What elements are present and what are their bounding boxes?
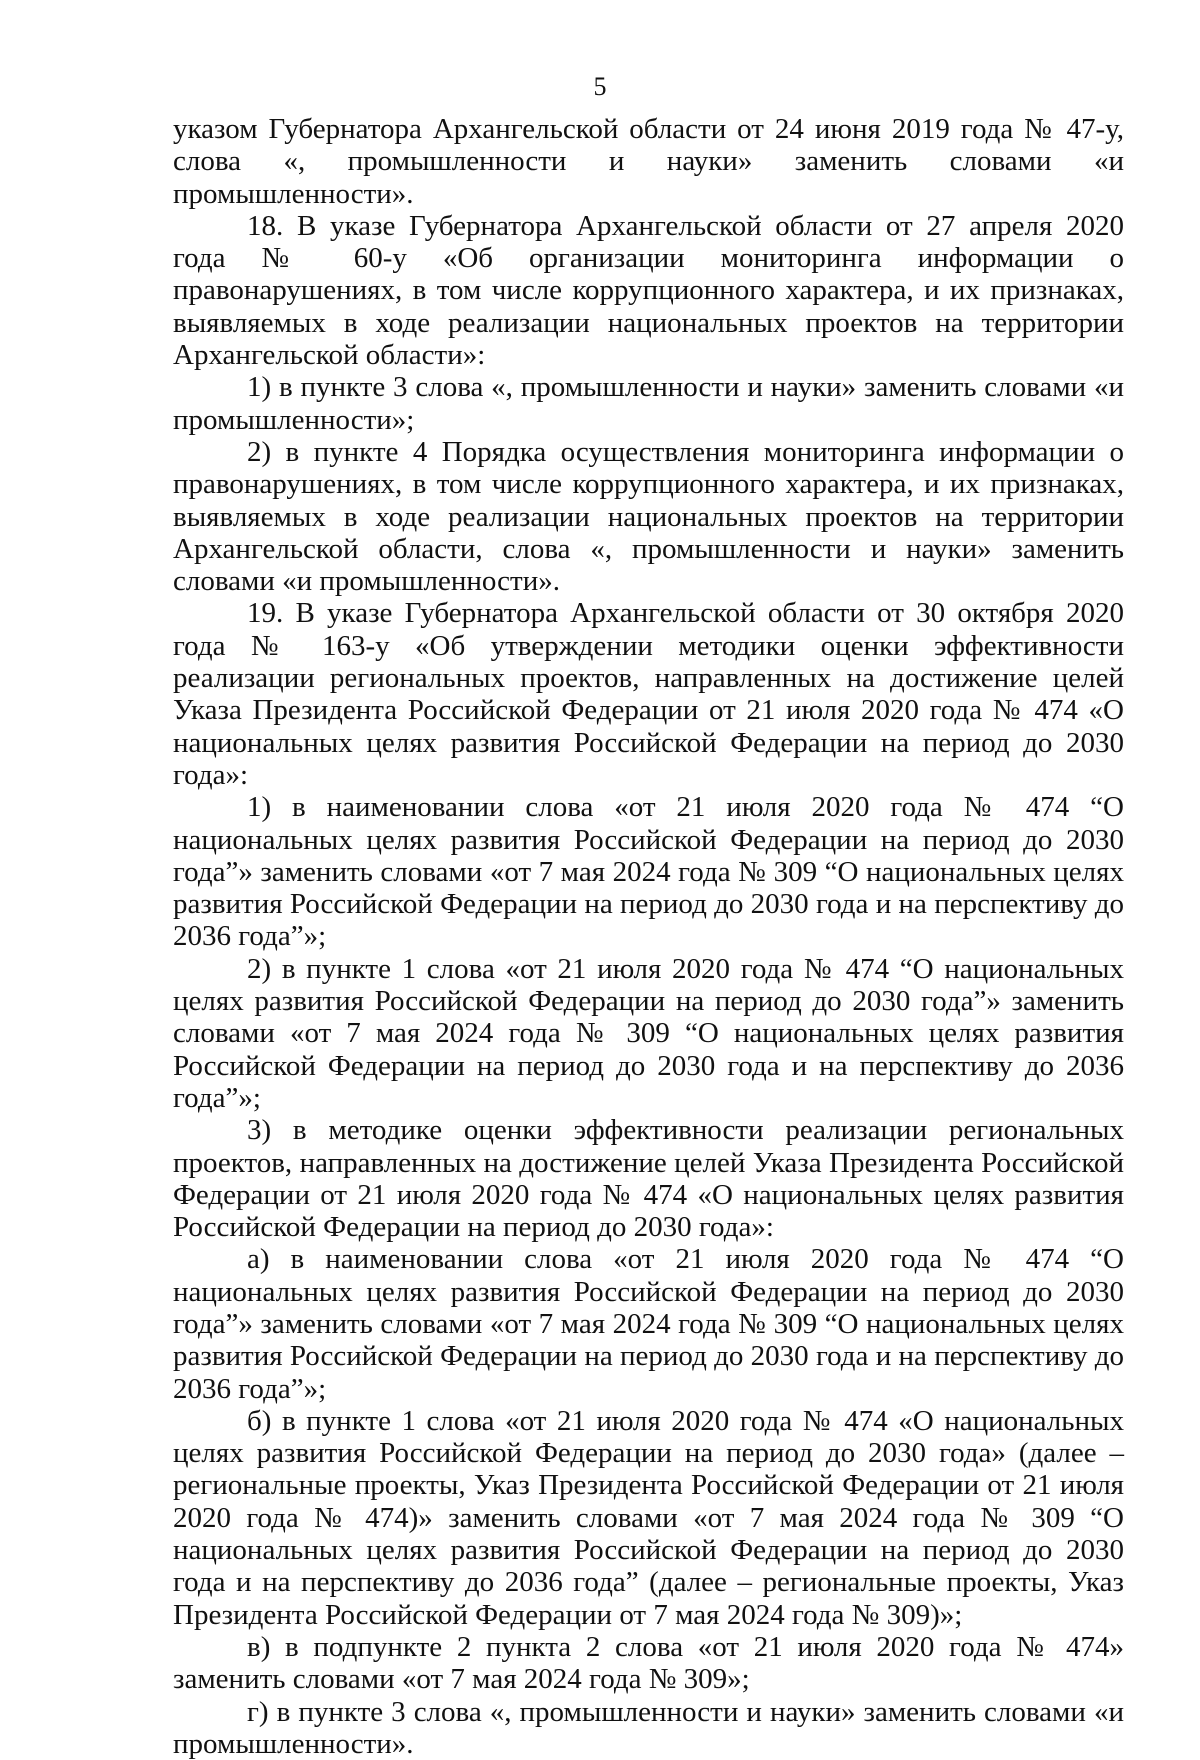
paragraph: 2) в пункте 4 Порядка осуществления мониторинга информации о правонарушениях, в том числе коррупционного характера, и их признаках, выявляемых в ходе реализации национальных проектов на территории Архангельской области, слова «, промышленности и науки» заменить словами «и промышленности». <box>173 435 1124 598</box>
paragraph: г) в пункте 3 слова «, промышленности и науки» заменить словами «и промышленности». <box>173 1695 1124 1760</box>
paragraph: б) в пункте 1 слова «от 21 июля 2020 года № 474 «О национальных целях развития Российской Федерации на период до 2030 года» (далее – региональные проекты, Указ Президента Российской Федерации от 21 июля 2020 года № 474)» заменить словами «от 7 мая 2024 года № 309 “О национальных целях развития Российской Федерации на период до 2030 года и на перспективу до 2036 года” (далее – региональные проекты, Указ Президента Российской Федерации от 7 мая 2024 года № 309)»; <box>173 1404 1124 1631</box>
document-body <box>173 113 1124 1760</box>
paragraph: 3) в методике оценки эффективности реализации региональных проектов, направленных на достижение целей Указа Президента Российской Федерации от 21 июля 2020 года № 474 «О национальных целях развития Российской Федерации на период до 2030 года»: <box>173 1114 1124 1244</box>
paragraph: а) в наименовании слова «от 21 июля 2020 года № 474 “О национальных целях развития Российской Федерации на период до 2030 года”» заменить словами «от 7 мая 2024 года № 309 “О национальных целях развития Российской Федерации на период до 2030 года и на перспективу до 2036 года”»; <box>173 1243 1124 1405</box>
paragraph: указом Губернатора Архангельской области от 24 июня 2019 года № 47-у, слова «, промышленности и науки» заменить словами «и промышленности». <box>173 113 1124 210</box>
paragraph: 1) в пункте 3 слова «, промышленности и науки» заменить словами «и промышленности»; <box>173 371 1124 436</box>
paragraph: 2) в пункте 1 слова «от 21 июля 2020 года № 474 “О национальных целях развития Российской Федерации на период до 2030 года”» заменить словами «от 7 мая 2024 года № 309 “О национальных целях развития Российской Федерации на период до 2030 года и на перспективу до 2036 года”»; <box>173 952 1124 1114</box>
paragraph: в) в подпункте 2 пункта 2 слова «от 21 июля 2020 года № 474» заменить словами «от 7 мая 2024 года № 309»; <box>173 1630 1124 1696</box>
paragraph: 1) в наименовании слова «от 21 июля 2020 года № 474 “О национальных целях развития Российской Федерации на период до 2030 года”» заменить словами «от 7 мая 2024 года № 309 “О национальных целях развития Российской Федерации на период до 2030 года и на перспективу до 2036 года”»; <box>173 791 1124 953</box>
paragraph: 18. В указе Губернатора Архангельской области от 27 апреля 2020 года № 60-у «Об организации мониторинга информации о правонарушениях, в том числе коррупционного характера, и их признаках, выявляемых в ходе реализации национальных проектов на территории Архангельской области»: <box>173 209 1124 372</box>
page-number: 5 <box>593 72 607 101</box>
paragraph: 19. В указе Губернатора Архангельской области от 30 октября 2020 года № 163-у «Об утверждении методики оценки эффективности реализации региональных проектов, направленных на достижение целей Указа Президента Российской Федерации от 21 июля 2020 года № 474 «О национальных целях развития Российской Федерации на период до 2030 года»: <box>173 597 1124 791</box>
